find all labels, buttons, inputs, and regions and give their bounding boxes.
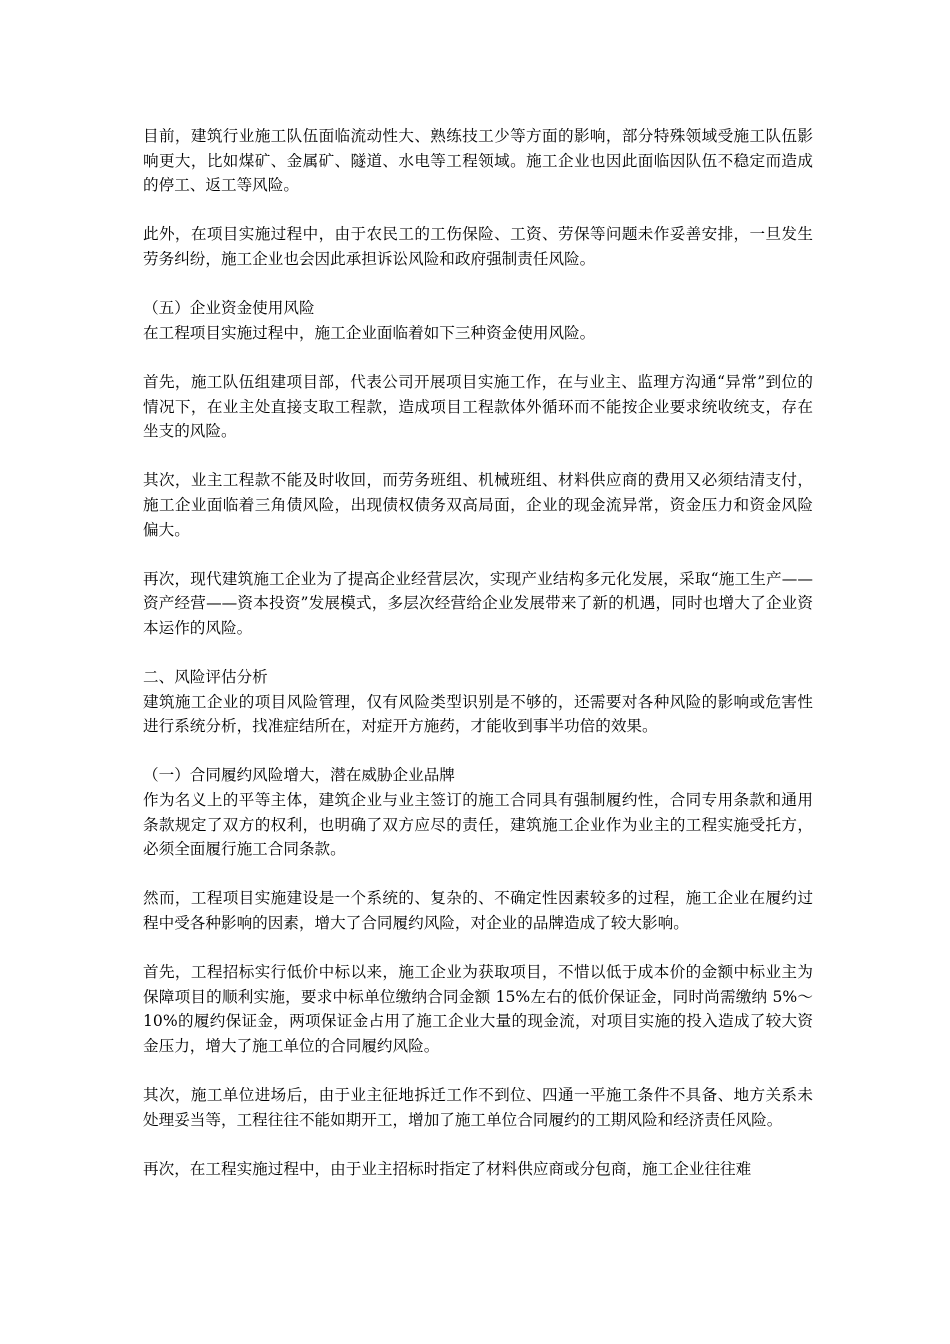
paragraph-contract-second: 其次，施工单位进场后，由于业主征地拆迁工作不到位、四通一平施工条件不具备、地方关系未处理妥当等，工程往往不能如期开工，增加了施工单位合同履约的工期风险和经济责任风险。 bbox=[143, 1086, 813, 1129]
paragraph-contract-third: 再次，在工程实施过程中，由于业主招标时指定了材料供应商或分包商，施工企业往往难 bbox=[143, 1159, 752, 1178]
paragraph-capital-intro: 在工程项目实施过程中，施工企业面临着如下三种资金使用风险。 bbox=[143, 323, 596, 342]
paragraph-contract-uncertainty: 然而，工程项目实施建设是一个系统的、复杂的、不确定性因素较多的过程，施工企业在履约过程中受各种影响的因素，增大了合同履约风险，对企业的品牌造成了较大影响。 bbox=[143, 889, 813, 932]
paragraph-contract-parties: 作为名义上的平等主体，建筑企业与业主签订的施工合同具有强制履约性，合同专用条款和通用条款规定了双方的权利，也明确了双方应尽的责任，建筑施工企业作为业主的工程实施受托方，必须全面履行施工合同条款。 bbox=[143, 791, 813, 859]
section-heading-capital-risk: （五）企业资金使用风险 bbox=[143, 299, 315, 318]
paragraph-capital-third: 再次，现代建筑施工企业为了提高企业经营层次，实现产业结构多元化发展，采取“施工生产——资产经营——资本投资”发展模式，多层次经营给企业发展带来了新的机遇，同时也增大了企业资本运作的风险。 bbox=[143, 569, 813, 637]
paragraph-contract-first: 首先，工程招标实行低价中标以来，施工企业为获取项目，不惜以低于成本价的金额中标业主为保障项目的顺利实施，要求中标单位缴纳合同金额 15%左右的低价保证金，同时尚需缴纳 5%～10%的履约保证金，两项保证金占用了施工企业大量的现金流，对项目实施的投入造成了较大资金压力，增大了施工单位的合同履约风险。 bbox=[143, 963, 813, 1055]
paragraph-capital-second: 其次，业主工程款不能及时收回，而劳务班组、机械班组、材料供应商的费用又必须结清支付，施工企业面临着三角债风险，出现债权债务双高局面，企业的现金流异常，资金压力和资金风险偏大。 bbox=[143, 471, 813, 539]
paragraph-capital-first: 首先，施工队伍组建项目部，代表公司开展项目实施工作，在与业主、监理方沟通“异常”到位的情况下，在业主处直接支取工程款，造成项目工程款体外循环而不能按企业要求统收统支，存在坐支的风险。 bbox=[143, 372, 813, 441]
paragraph-labor-instability: 目前，建筑行业施工队伍面临流动性大、熟练技工少等方面的影响，部分特殊领域受施工队伍影响更大，比如煤矿、金属矿、隧道、水电等工程领域。施工企业也因此面临因队伍不稳定而造成的停工、返工等风险。 bbox=[143, 127, 813, 195]
paragraph-assessment-intro: 建筑施工企业的项目风险管理，仅有风险类型识别是不够的，还需要对各种风险的影响或危害性进行系统分析，找准症结所在，对症开方施药，才能收到事半功倍的效果。 bbox=[143, 692, 813, 736]
paragraph-labor-disputes: 此外，在项目实施过程中，由于农民工的工伤保险、工资、劳保等问题未作妥善安排，一旦发生劳务纠纷，施工企业也会因此承担诉讼风险和政府强制责任风险。 bbox=[143, 225, 813, 268]
document-page bbox=[143, 124, 813, 1182]
section-heading-risk-assessment: 二、风险评估分析 bbox=[143, 668, 268, 687]
section-heading-contract-risk: （一）合同履约风险增大，潜在威胁企业品牌 bbox=[143, 766, 455, 785]
